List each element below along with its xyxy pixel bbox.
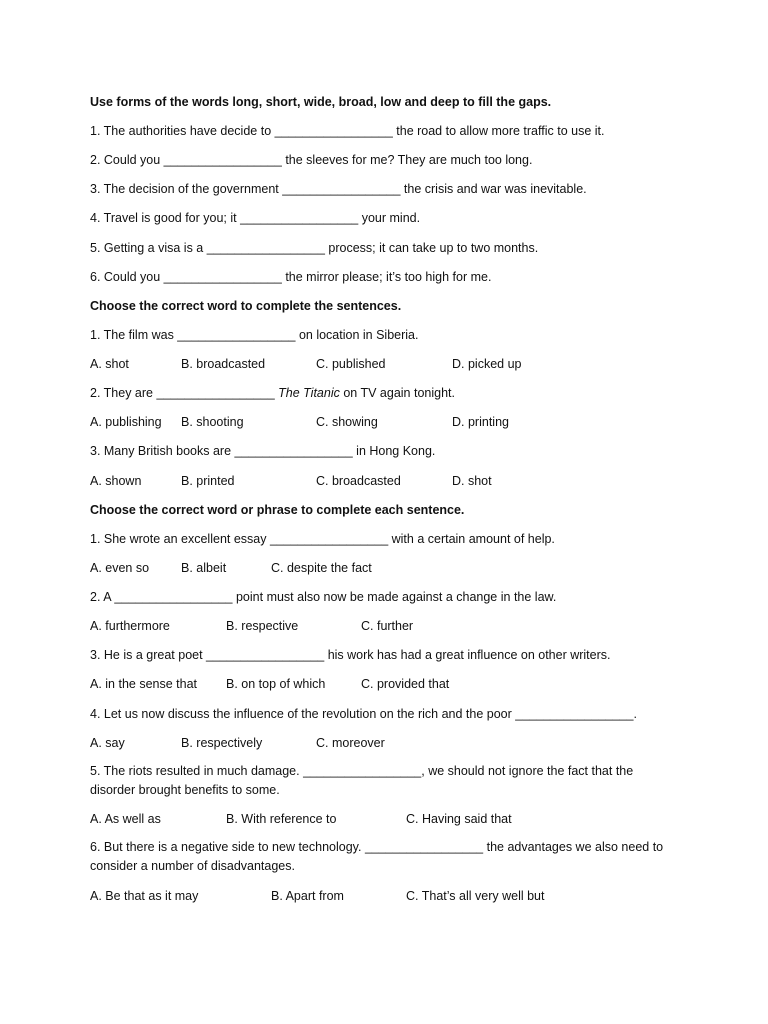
option-b: B. Apart from — [271, 889, 344, 903]
section-1-item-1: 1. The authorities have decide to _________________ the road to allow more traffic to use it. — [90, 124, 605, 138]
section-1-item-5: 5. Getting a visa is a _________________ process; it can take up to two months. — [90, 241, 539, 255]
option-c: C. moreover — [316, 736, 385, 750]
section-2-question-1: 1. The film was _________________ on location in Siberia. — [90, 328, 419, 342]
section-3-question-1: 1. She wrote an excellent essay _________________ with a certain amount of help. — [90, 532, 555, 546]
section-1-item-6: 6. Could you _________________ the mirror please; it’s too high for me. — [90, 270, 492, 284]
option-b: B. respectively — [181, 736, 263, 750]
option-c: C. Having said that — [406, 812, 512, 826]
option-a: A. furthermore — [90, 619, 170, 633]
option-c: C. showing — [316, 415, 378, 429]
option-d: D. picked up — [452, 357, 522, 371]
section-3-question-6: 6. But there is a negative side to new technology. _________________ the advantages we also need to consider a number of disadvantages. — [90, 840, 664, 873]
section-3-question-4: 4. Let us now discuss the influence of the revolution on the rich and the poor _________________. — [90, 707, 637, 721]
option-b: B. shooting — [181, 415, 244, 429]
section-3-heading: Choose the correct word or phrase to complete each sentence. — [90, 503, 465, 517]
option-a: A. Be that as it may — [90, 889, 199, 903]
option-b: B. broadcasted — [181, 357, 266, 371]
option-a: A. say — [90, 736, 125, 750]
section-1-heading: Use forms of the words long, short, wide, broad, low and deep to fill the gaps. — [90, 95, 552, 109]
section-3-question-2: 2. A _________________ point must also now be made against a change in the law. — [90, 590, 557, 604]
question-2-title: The Titanic — [278, 386, 340, 400]
option-a: A. even so — [90, 561, 150, 575]
option-d: D. shot — [452, 474, 492, 488]
option-a: A. publishing — [90, 415, 162, 429]
option-b: B. albeit — [181, 561, 227, 575]
section-2-question-2 — [90, 385, 690, 401]
question-2-text-start: 2. They are _________________ — [90, 386, 279, 400]
option-d: D. printing — [452, 415, 509, 429]
option-c: C. provided that — [361, 677, 450, 691]
section-1-item-4: 4. Travel is good for you; it _________________ your mind. — [90, 211, 421, 225]
option-c: C. published — [316, 357, 386, 371]
section-2-heading: Choose the correct word to complete the sentences. — [90, 299, 402, 313]
section-3-question-3: 3. He is a great poet _________________ his work has had a great influence on other writers. — [90, 648, 611, 662]
option-b: B. respective — [226, 619, 299, 633]
option-a: A. in the sense that — [90, 677, 198, 691]
section-2-question-3: 3. Many British books are _________________ in Hong Kong. — [90, 444, 436, 458]
option-c: C. further — [361, 619, 414, 633]
option-b: B. on top of which — [226, 677, 326, 691]
option-a: A. shot — [90, 357, 129, 371]
option-c: C. That’s all very well but — [406, 889, 545, 903]
option-c: C. broadcasted — [316, 474, 401, 488]
section-3-question-5: 5. The riots resulted in much damage. _________________, we should not ignore the fact that the disorder brought benefits to some. — [90, 764, 634, 797]
option-b: B. printed — [181, 474, 235, 488]
option-a: A. As well as — [90, 812, 161, 826]
question-2-text-end: on TV again tonight. — [339, 386, 455, 400]
option-c: C. despite the fact — [271, 561, 372, 575]
option-b: B. With reference to — [226, 812, 337, 826]
option-a: A. shown — [90, 474, 142, 488]
section-1-item-2: 2. Could you _________________ the sleeves for me? They are much too long. — [90, 153, 533, 167]
section-1-item-3: 3. The decision of the government _________________ the crisis and war was inevitable. — [90, 182, 587, 196]
